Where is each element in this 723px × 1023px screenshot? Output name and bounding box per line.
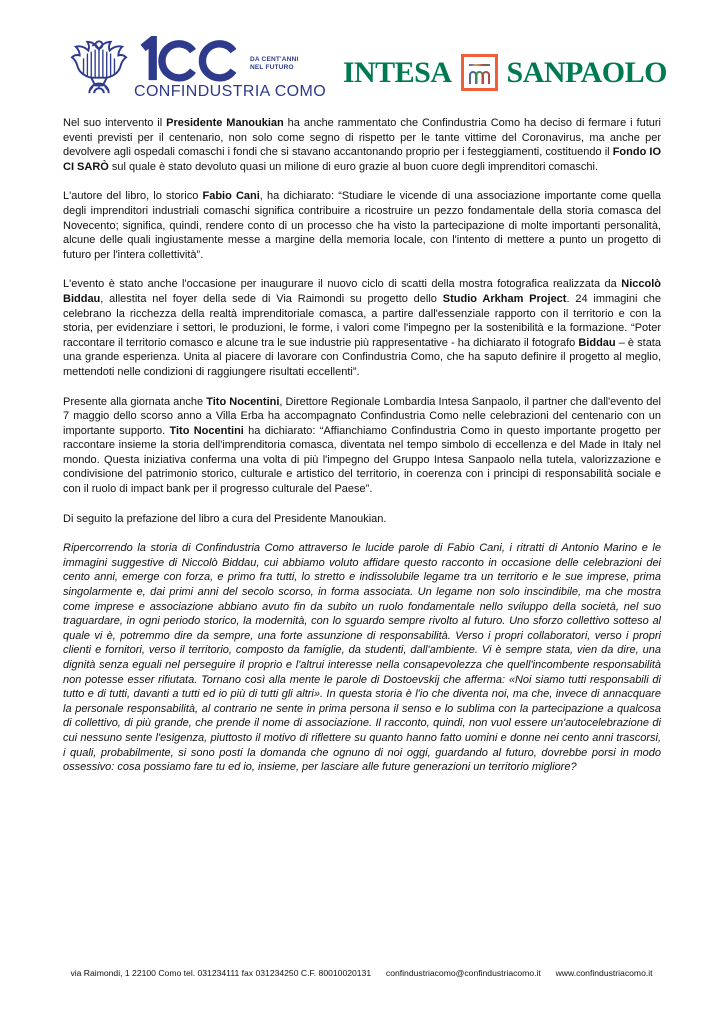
intesa-sanpaolo-logo [343, 54, 667, 91]
confindustria-como-logo [70, 36, 326, 101]
text-segment: ha dichiarato: “Affianchiamo Confindustria Como in questo importante progetto per raccontare insieme la storia dell'imprenditoria comasca, diventata nel tempo simbolo di eccellenza e del Made in Italy nel mondo. Questa iniziativa conferma una volta di più l'impegno del Gruppo Intesa Sanpaolo nella tutela, valorizzazione e condivisione del patrimonio storico, culturale e artistico del territorio, in coerenza con i principi di responsabilità sociale e con il ruolo di impact bank per il progresso culturale del Paese”. [63, 424, 661, 496]
bold-text-segment: Biddau [578, 336, 616, 349]
paragraph [63, 116, 661, 174]
paragraph [63, 541, 661, 775]
document-footer [0, 968, 723, 978]
footer-email-link[interactable]: confindustriacomo@confindustriacomo.it [385, 968, 541, 978]
text-segment: , allestita nel foyer della sede di Via Raimondi su progetto dello [100, 292, 443, 305]
text-segment: – è stata una grande esperienza. Unita al piacere di lavorare con Confindustria Como, che ha saputo definire il progetto al meglio, mettendoti nelle condizioni di raggiungere risultati eccellenti”. [63, 336, 661, 378]
text-segment: L'evento è stato anche l'occasione per inaugurare il nuovo ciclo di scatti della mostra fotografica realizzata da [63, 278, 622, 291]
text-segment: Nel suo intervento il [63, 117, 167, 129]
text-segment: L'autore del libro, lo storico [63, 190, 203, 203]
bold-text-segment: Tito Nocentini [206, 395, 280, 408]
bold-text-segment: Studio Arkham Project [442, 292, 567, 305]
paragraph [63, 512, 661, 527]
text-segment: Di seguito la prefazione del libro a cura del Presidente Manoukian. [63, 512, 387, 525]
paragraph [63, 277, 661, 379]
footer-website-link[interactable]: www.confindustriacomo.it [555, 968, 653, 978]
confindustria-eagle-icon [70, 36, 128, 100]
text-segment: Presente alla giornata anche [63, 395, 207, 408]
bold-text-segment: Fondo IO CI SARÒ [63, 146, 662, 173]
bold-text-segment: Niccolò Biddau [63, 278, 661, 305]
footer-contact: via Raimondi, 1 22100 Como tel. 031234111 fax 031234250 C.F. 80010020131 [70, 968, 372, 978]
document-header [70, 36, 667, 101]
text-segment: , ha dichiarato: “Studiare le vicende di una associazione importante come quella degli imprenditori industriali comaschi significa contribuire a ricostruire un pezzo fondamentale della storia comasca del Novecento; significa, quindi, rendere conto di un processo che ha visto la partecipazione di molte importanti personalità, alcune delle quali ingiustamente messe a margine della memoria locale, con l'intento di mettere a punto un progetto di futuro per l'intera collettività”. [63, 190, 662, 261]
text-segment: ha anche rammentato che Confindustria Como ha deciso di fermare i futuri eventi previsti per il centenario, non solo come segno di rispetto per le tante vittime del Coronavirus, ma anche per devolvere agli ospedali comaschi i fondi che si stavano accantonando proprio per i festeggiamenti, costituendo il [63, 117, 661, 159]
tagline-line1: DA CENT'ANNI [250, 56, 299, 63]
paragraph [63, 189, 661, 262]
bold-text-segment: Fabio Cani [202, 190, 260, 203]
tagline-line2: NEL FUTURO [250, 63, 294, 71]
confindustria-org-name: CONFINDUSTRIA COMO [134, 83, 327, 100]
centenary-100-icon [134, 36, 246, 82]
text-segment: Ripercorrendo la storia di Confindustria Como attraverso le lucide parole di Fabio Cani, i ritratti di Antonio Marino e le immagini suggestive di Niccolò Biddau, cui abbiamo voluto affidare questo racconto in occasione delle celebrazioni dei cento anni, emerge con forza, e primo fra tutti, lo stretto e indissolubile legame tra un territorio e le sue imprese, prima singolarmente e, dai primi anni del secolo scorso, in forma associata. Un legame non solo inscindibile, ma che mostra come imprese e associazione abbiano avuto fin da subito un ruolo fondamentale nello sviluppo della società, nel suo traguardare, in ogni periodo storico, la modernità, con lo sguardo sempre rivolto al futuro. Uno sforzo collettivo sotteso al quale vi è, potremmo dire da sempre, una forte assunzione di responsabilità. Verso i propri collaboratori, verso i propri clienti e fornitori, verso il territorio, composto da famiglie, da studenti, dall'ambiente. Vi è sempre stata, vien da dire, una dignità senza eguali nel perseguire il proprio e l'altrui interesse nella consapevolezza che quell'incombente responsabilità non potesse esser rifiutata. Tornano così alla mente le parole di Dostoevskij che afferma: «Noi siamo tutti responsabili di tutto e di tutti, davanti a tutti ed io più di tutti gli altri». In questa storia è l'io che diventa noi, ma che, invece di annacquare la personale responsabilità, al contrario ne sente in prima persona il senso e lo sublima con la partecipazione a qualcosa di collettivo, di più grande, che prende il nome di associazione. Il racconto, quindi, non vuol essere un'autocelebrazione di cui nessuno sente l'esigenza, piuttosto il motivo di riflettere su quanto hanno fatto uomini e donne nei cento anni trascorsi, i quali, probabilmente, si sono posti la domanda che ognuno di noi oggi, guardando al futuro, dovrebbe porsi in modo ossessivo: cosa possiamo fare tu ed io, insieme, per lasciare alle future generazioni un territorio migliore? [63, 542, 661, 774]
text-segment: , Direttore Regionale Lombardia Intesa Sanpaolo, il partner che dall'evento del 7 maggio dello scorso anno a Villa Erba ha accompagnato Confindustria Como nelle celebrazioni del centenario con un importante supporto. [63, 395, 661, 437]
centenary-tagline [250, 56, 298, 71]
sanpaolo-wordmark: SANPAOLO [506, 55, 667, 89]
text-segment: sul quale è stato devoluto quasi un milione di euro grazie al buon cuore degli imprenditori comaschi. [108, 160, 599, 173]
intesa-wordmark: INTESA [342, 55, 452, 89]
document-body [63, 116, 661, 790]
text-segment: . 24 immagini che celebrano la ricchezza della realtà imprenditoriale comasca, a partire dall'essenziale rapporto con il territorio e con la storia, per evidenziare i settori, le produzioni, le forme, i valori come l'impegno per la sostenibilità e la formazione. “Poter raccontare il territorio comasco e alcune tra le sue industrie più rappresentative - ha dichiarato il fotografo [63, 292, 661, 349]
intesa-arches-icon [461, 54, 498, 91]
bold-text-segment: Tito Nocentini [169, 424, 244, 437]
paragraph [63, 395, 661, 497]
bold-text-segment: Presidente Manoukian [166, 117, 284, 129]
